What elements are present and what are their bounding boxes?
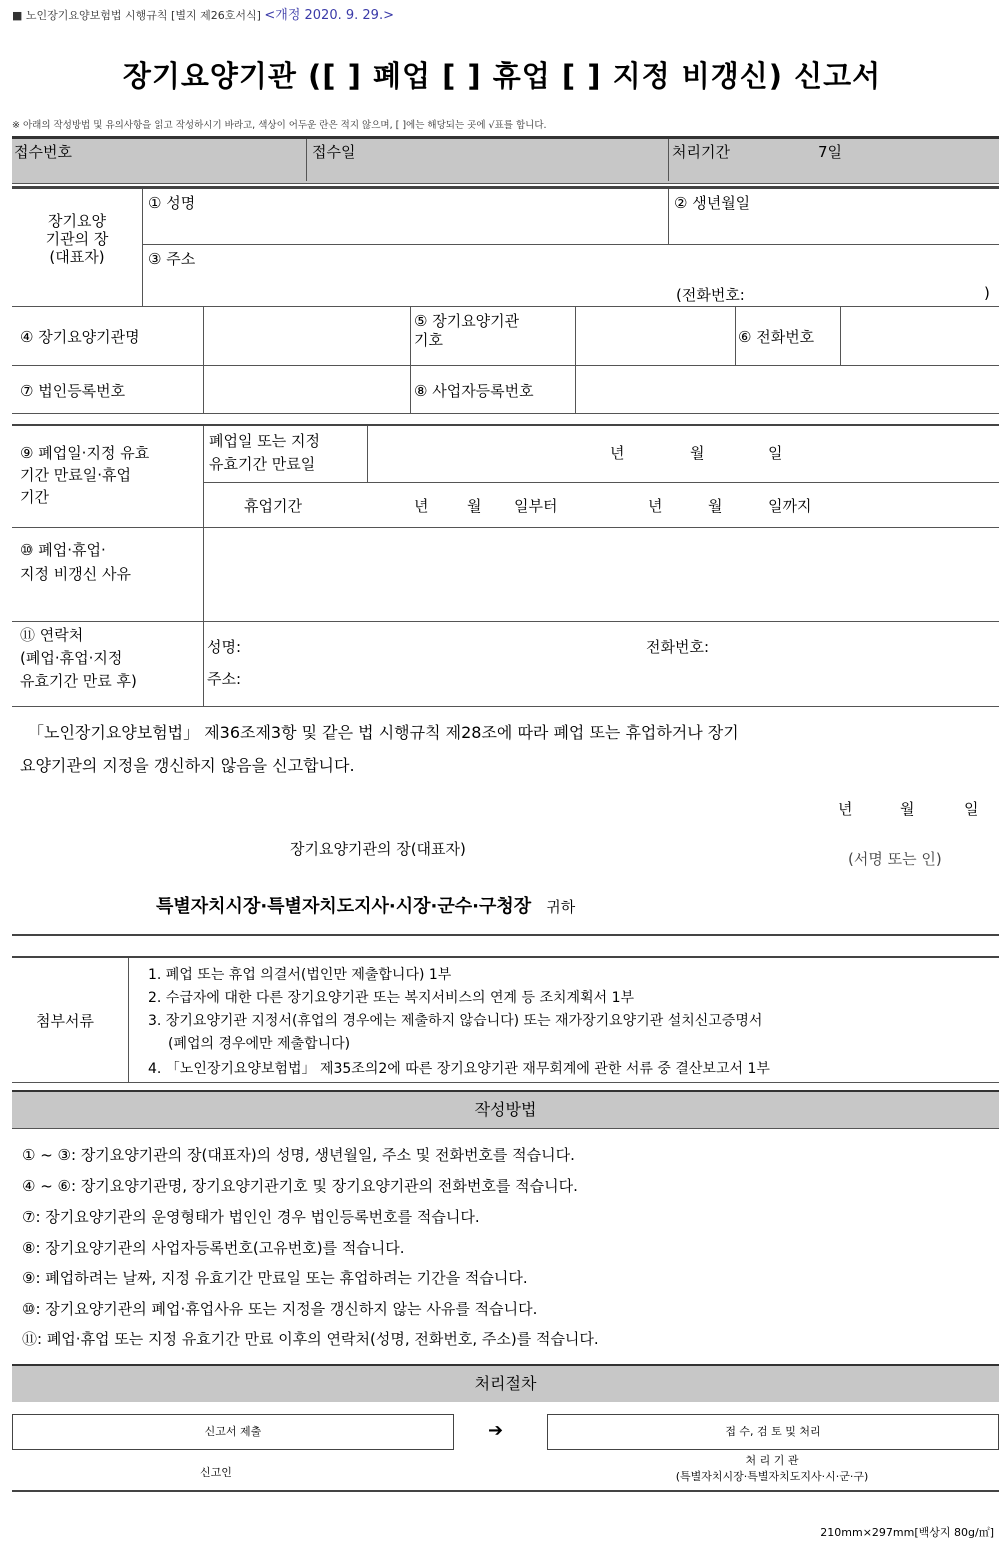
declaration-day: 일 xyxy=(964,800,979,818)
procedure-title: 처리절차 xyxy=(12,1364,999,1402)
head-divider xyxy=(142,189,143,306)
head-address-label: ③ 주소 xyxy=(148,250,196,268)
head-section-label: 장기요양 기관의 장 (대표자) xyxy=(45,212,109,266)
head-address-input[interactable] xyxy=(148,266,668,296)
receipt-bar xyxy=(12,136,999,184)
closure-year: 년 xyxy=(610,444,625,462)
instruction-item-3: ⑦: 장기요양기관의 운영형태가 법인인 경우 법인등록번호를 적습니다. xyxy=(22,1208,480,1226)
contact-phone-label: 전화번호: xyxy=(646,638,710,656)
reason-label: ⑩ 폐업·휴업· 지정 비갱신 사유 xyxy=(20,541,131,583)
step-process-box: 접 수, 검 토 및 처리 xyxy=(547,1414,999,1450)
attachment-item-1: 1. 폐업 또는 휴업 의결서(법인만 제출합니다) 1부 xyxy=(148,967,452,983)
inst-divider-a xyxy=(203,307,204,413)
corp-reg-label: ⑦ 법인등록번호 xyxy=(20,382,126,400)
head-name-label: ① 성명 xyxy=(148,194,196,212)
attachment-item-4: 4. 「노인장기요양보험법」 제35조의2에 따른 장기요양기관 재무회계에 관한 서류 중 결산보고서 1부 xyxy=(148,1061,770,1077)
closure-inner-divider xyxy=(203,482,999,483)
head-phone-close: ) xyxy=(984,284,990,302)
sign-note: (서명 또는 인) xyxy=(848,850,942,868)
instruction-item-4: ⑧: 장기요양기관의 사업자등록번호(고유번호)를 적습니다. xyxy=(22,1239,405,1257)
institution-name-label: ④ 장기요양기관명 xyxy=(20,328,140,346)
law-reference: 노인장기요양보험법 시행규칙 [별지 제26호서식] xyxy=(25,9,261,22)
contact-name-input[interactable] xyxy=(258,632,638,658)
instruction-item-1: ① ~ ③: 장기요양기관의 장(대표자)의 성명, 생년월일, 주소 및 전화번호를 적습니다. xyxy=(22,1146,575,1164)
attachment-item-3: 3. 장기요양기관 지정서(휴업의 경우에는 제출하지 않습니다) 또는 재가장기요양기관 설치신고증명서 xyxy=(148,1013,763,1029)
inst-divider-d xyxy=(735,307,736,365)
declaration-month: 월 xyxy=(900,800,915,818)
suspension-from-month: 월 xyxy=(467,497,482,515)
corp-reg-input[interactable] xyxy=(206,370,406,408)
attachments-divider xyxy=(128,958,129,1082)
biz-reg-input[interactable] xyxy=(578,370,994,408)
suspension-to-month: 월 xyxy=(708,497,723,515)
closure-divider-b xyxy=(367,426,368,482)
row-divider-4 xyxy=(12,527,999,528)
closure-top-line xyxy=(12,424,999,426)
contact-phone-input[interactable] xyxy=(740,632,994,658)
attachments-label: 첨부서류 xyxy=(36,1012,94,1030)
inst-divider-c xyxy=(575,307,576,413)
declaration-line-1: 「노인장기요양보험법」 제36조제3항 및 같은 법 시행규칙 제28조에 따라 폐업 또는 휴업하거나 장기 xyxy=(28,723,739,742)
paper-size-note: 210mm×297mm[백상지 80g/㎡] xyxy=(820,1526,994,1539)
suspension-to-day: 일까지 xyxy=(768,497,812,515)
instruction-item-5: ⑨: 폐업하려는 날짜, 지정 유효기간 만료일 또는 휴업하려는 기간을 적습니다. xyxy=(22,1269,528,1287)
recipient-suffix: 귀하 xyxy=(546,898,576,916)
procedure-bottom-line xyxy=(12,1490,999,1492)
inst-divider-b xyxy=(410,307,411,413)
contact-address-input[interactable] xyxy=(258,664,994,694)
attachments-top-line xyxy=(12,934,999,936)
suspension-to-year: 년 xyxy=(648,497,663,515)
contact-label: ⑪ 연락처 (폐업·휴업·지정 유효기간 만료 후) xyxy=(20,626,137,690)
attachments-bottom-line xyxy=(12,1082,999,1083)
attachment-item-3-note: (폐업의 경우에만 제출합니다) xyxy=(168,1036,351,1052)
institution-name-input[interactable] xyxy=(206,312,406,360)
processing-period-label: 처리기간 xyxy=(672,143,730,161)
contact-name-label: 성명: xyxy=(207,638,242,656)
main-block-top-line xyxy=(12,186,999,189)
contact-divider xyxy=(203,622,204,706)
processing-period-value: 7일 xyxy=(818,143,843,161)
name-address-divider xyxy=(142,244,999,245)
head-phone-label: (전화번호: xyxy=(676,286,745,304)
reason-input[interactable] xyxy=(206,532,994,616)
institution-code-input[interactable] xyxy=(578,312,732,360)
biz-reg-label: ⑧ 사업자등록번호 xyxy=(414,382,534,400)
attachments-box-top xyxy=(12,956,999,958)
bullet-icon: ■ xyxy=(12,9,23,22)
institution-phone-input[interactable] xyxy=(843,312,995,360)
row-divider-2 xyxy=(12,365,999,366)
closure-section-label: ⑨ 폐업일·지정 유효 기간 만료일·휴업 기간 xyxy=(20,444,150,506)
instructions-title-bottom xyxy=(12,1128,999,1129)
arrow-right-icon: ➔ xyxy=(488,1420,504,1441)
instructions-title: 작성방법 xyxy=(12,1090,999,1128)
recipient-line xyxy=(156,892,575,918)
head-name-input[interactable] xyxy=(148,214,664,240)
step-submit-box: 신고서 제출 xyxy=(12,1414,454,1450)
suspension-label: 휴업기간 xyxy=(244,497,302,515)
revision-date: <개정 2020. 9. 29.> xyxy=(264,8,394,23)
birth-divider xyxy=(668,189,669,244)
actor-applicant: 신고인 xyxy=(200,1466,232,1479)
row-divider-1 xyxy=(12,306,999,307)
actor-agency-detail: (특별자치시장·특별자치도지사·시·군·구) xyxy=(675,1470,869,1483)
receipt-divider-2 xyxy=(668,139,669,181)
suspension-from-year: 년 xyxy=(414,497,429,515)
receipt-number-label: 접수번호 xyxy=(14,143,72,161)
closure-date-input[interactable] xyxy=(372,430,992,478)
institution-code-label: ⑤ 장기요양기관 기호 xyxy=(414,312,520,349)
closure-divider-a xyxy=(203,426,204,622)
suspension-from-day: 일부터 xyxy=(514,497,558,515)
instruction-item-7: ⑪: 폐업·휴업 또는 지정 유효기간 만료 이후의 연락처(성명, 전화번호, 주소)를 적습니다. xyxy=(22,1330,599,1348)
instruction-item-6: ⑩: 장기요양기관의 폐업·휴업사유 또는 지정을 갱신하지 않는 사유를 적습니다. xyxy=(22,1300,538,1318)
declaration-line-2: 요양기관의 지정을 갱신하지 않음을 신고합니다. xyxy=(20,756,355,775)
contact-address-label: 주소: xyxy=(207,670,242,688)
actor-agency: 처 리 기 관 xyxy=(745,1454,799,1467)
row-divider-3 xyxy=(12,413,999,414)
receipt-divider-1 xyxy=(306,139,307,181)
inst-divider-e xyxy=(840,307,841,365)
row-divider-6 xyxy=(12,706,999,707)
receipt-date-label: 접수일 xyxy=(312,143,356,161)
head-birth-input[interactable] xyxy=(674,214,994,240)
head-birth-label: ② 생년월일 xyxy=(674,194,751,212)
instruction-note: ※ 아래의 작성방법 및 유의사항을 읽고 작성하시기 바라고, 색상이 어두운 란은 적지 않으며, [ ]에는 해당되는 곳에 √표를 합니다. xyxy=(12,120,547,131)
row-divider-5 xyxy=(12,621,999,622)
closure-month: 월 xyxy=(690,444,705,462)
signer-label: 장기요양기관의 장(대표자) xyxy=(290,840,466,858)
closure-date-label: 폐업일 또는 지정 유효기간 만료일 xyxy=(209,432,320,473)
recipient: 특별자치시장·특별자치도지사·시장·군수·구청장 xyxy=(156,896,532,917)
closure-day: 일 xyxy=(768,444,783,462)
form-title: 장기요양기관 ([ ] 폐업 [ ] 휴업 [ ] 지정 비갱신) 신고서 xyxy=(122,59,882,93)
form-header-note xyxy=(12,4,394,23)
attachment-item-2: 2. 수급자에 대한 다른 장기요양기관 또는 복지서비스의 연계 등 조치계획서 1부 xyxy=(148,990,635,1006)
institution-phone-label: ⑥ 전화번호 xyxy=(738,328,815,346)
declaration-year: 년 xyxy=(838,800,853,818)
instruction-item-2: ④ ~ ⑥: 장기요양기관명, 장기요양기관기호 및 장기요양기관의 전화번호를 적습니다. xyxy=(22,1177,578,1195)
